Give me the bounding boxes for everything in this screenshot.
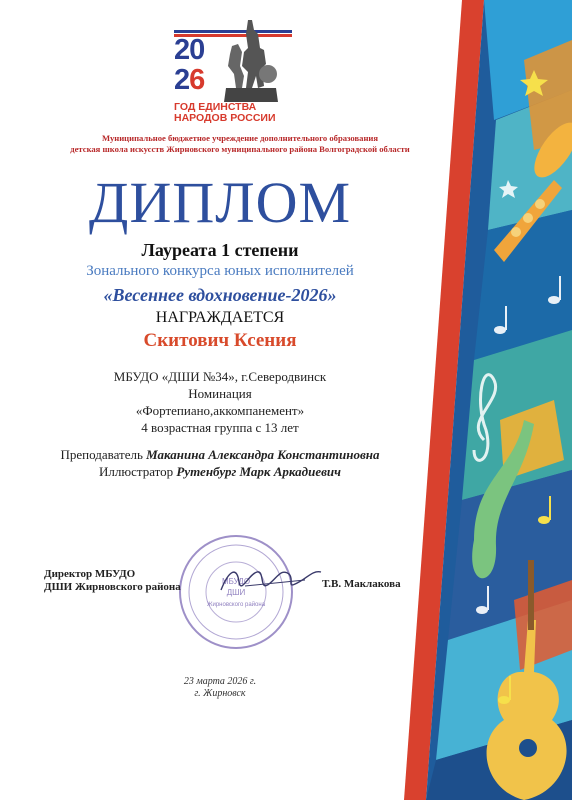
teacher-line	[0, 447, 440, 463]
stamp-text-bottom: Жирновского района	[206, 602, 266, 608]
music-illustration	[404, 0, 572, 800]
contest-description: Зонального конкурса юных исполнителей	[86, 263, 354, 279]
stamp-text-mid: ДШИ	[226, 588, 246, 597]
nomination-label: Номинация	[188, 386, 252, 401]
institution-name: Муниципальное бюджетное учреждение дополнительного образования детская школа искусств Жирновского муниципального района Волгоградской области	[70, 133, 410, 154]
issue-date-place	[140, 676, 300, 700]
winner-school: МБУДО «ДШИ №34», г.Северодвинск	[113, 369, 327, 384]
contest-name: «Весеннее вдохновение-2026»	[103, 285, 337, 305]
age-group: 4 возрастная группа с 13 лет	[141, 420, 299, 435]
teacher-name: Маканина Александра Константиновна	[146, 447, 380, 462]
illustrator-line	[0, 464, 440, 480]
winner-name: Скитович Ксения	[143, 330, 297, 351]
stamp-text-top: МБУДО	[221, 577, 251, 586]
director-title: Директор МБУДО ДШИ Жирновского района	[44, 568, 181, 593]
diploma-title: ДИПЛОМ	[88, 170, 352, 235]
logo-year-bottom-blue: 2	[174, 64, 190, 96]
laureate-degree: Лауреата 1 степени	[141, 240, 299, 260]
director-name: Т.В. Маклакова	[322, 578, 401, 590]
illustrator-name: Рутенбург Марк Аркадиевич	[176, 464, 341, 479]
issue-place: г. Жирновск	[194, 688, 246, 699]
year-of-unity-logo	[170, 14, 300, 124]
logo-year-bottom-red: 6	[189, 64, 205, 96]
awarded-label: НАГРАЖДАЕТСЯ	[155, 309, 285, 326]
monument-icon	[218, 16, 284, 106]
issue-date: 23 марта 2026 г.	[183, 676, 257, 687]
handwritten-signature	[215, 560, 325, 600]
illustrator-label: Иллюстратор	[99, 464, 174, 479]
teacher-label: Преподаватель	[60, 447, 143, 462]
logo-year-top: 20	[174, 34, 205, 66]
logo-caption: ГОД ЕДИНСТВА НАРОДОВ РОССИИ	[174, 101, 276, 124]
nomination-value: «Фортепиано,аккомпанемент»	[135, 403, 305, 418]
